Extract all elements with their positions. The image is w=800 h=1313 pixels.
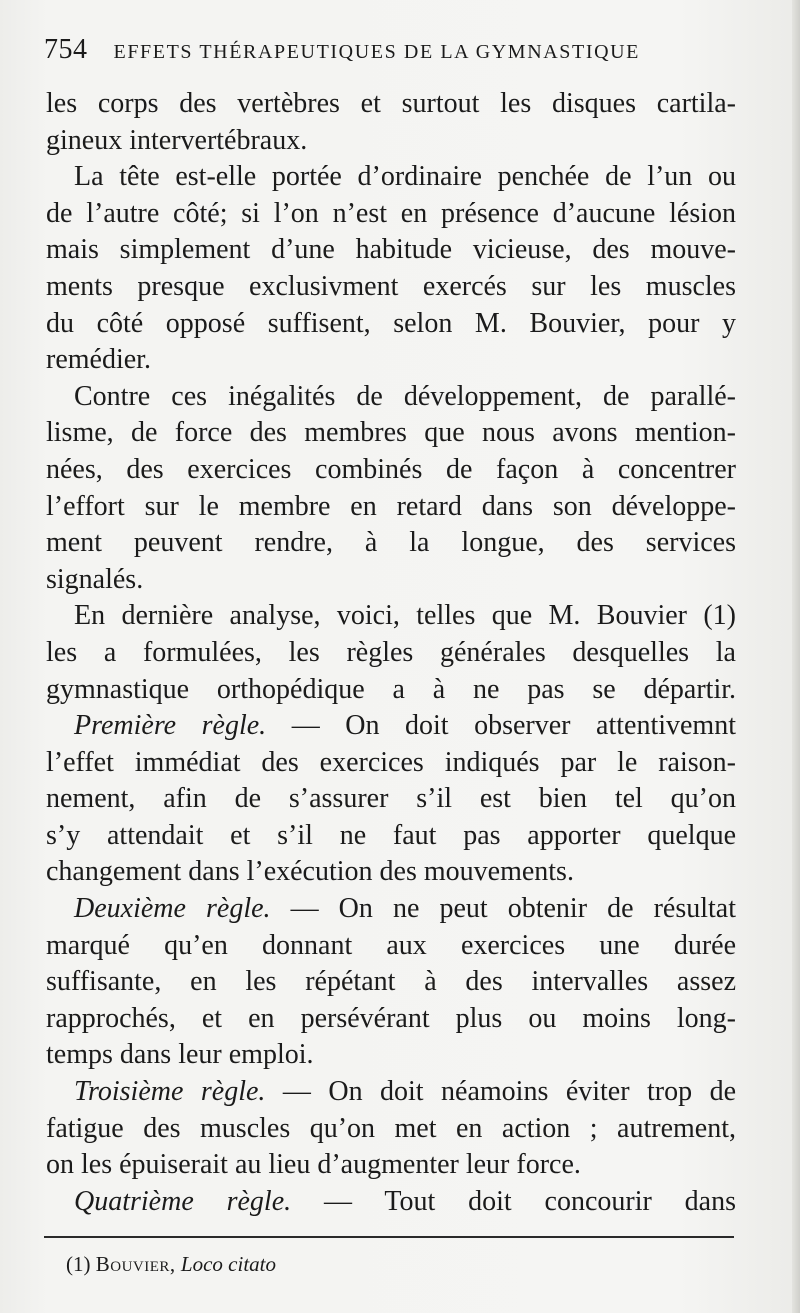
text-line: signalés. xyxy=(46,563,144,595)
text-line: du côté opposé suffisent, selon M. Bouvier, pour y xyxy=(46,307,736,339)
text-line: Contre ces inégalités de développement, de parallé- xyxy=(74,380,736,412)
text-line: remédier. xyxy=(46,344,151,376)
text-line: nement, afin de s’assurer s’il est bien tel qu’on xyxy=(46,783,736,815)
footnote-divider xyxy=(44,1236,734,1238)
text-line: fatigue des muscles qu’on met en action ; autrement, xyxy=(46,1112,736,1144)
page-edge-shadow xyxy=(792,0,800,1313)
text-line: l’effet immédiat des exercices indiqués par le raison- xyxy=(46,746,736,778)
text-line: suffisante, en les répétant à des intervalles assez xyxy=(46,966,736,998)
rule-text: — On ne peut obtenir de résultat xyxy=(270,893,736,925)
rule-label-fourth: Quatrième règle. xyxy=(74,1185,292,1217)
text-line-rule-4 xyxy=(46,1184,736,1221)
text-line: La tête est-elle portée d’ordinaire penchée de l’un ou xyxy=(74,161,736,193)
footnote-marker: (1) xyxy=(66,1252,91,1276)
rule-label-first: Première règle. xyxy=(74,710,267,742)
text-line: l’effort sur le membre en retard dans son développe- xyxy=(46,490,736,522)
rule-label-second: Deuxième règle. xyxy=(74,893,271,925)
footnote-citation: Loco citato xyxy=(180,1252,276,1276)
text-line: temps dans leur emploi. xyxy=(46,1039,314,1071)
text-line: En dernière analyse, voici, telles que M. Bouvier (1) xyxy=(74,600,736,632)
text-line-rule-3 xyxy=(46,1074,736,1111)
running-head xyxy=(44,34,734,74)
text-line: changement dans l’exécution des mouvements. xyxy=(46,856,574,888)
text-line: gymnastique orthopédique a à ne pas se départir. xyxy=(46,673,736,705)
rule-text: — On doit néamoins éviter trop de xyxy=(265,1076,737,1108)
text-line: ments presque exclusivment exercés sur les muscles xyxy=(46,270,736,302)
running-title: EFFETS THÉRAPEUTIQUES DE LA GYMNASTIQUE xyxy=(113,41,640,63)
text-line: mais simplement d’une habitude vicieuse, des mouve- xyxy=(46,234,736,266)
rule-text: — Tout doit concourir dans xyxy=(291,1185,736,1217)
text-line: marqué qu’en donnant aux exercices une durée xyxy=(46,929,736,961)
text-line: on les épuiserait au lieu d’augmenter leur force. xyxy=(46,1149,581,1181)
rule-text: — On doit observer attentivemnt xyxy=(266,710,736,742)
text-line: ment peuvent rendre, à la longue, des services xyxy=(46,527,736,559)
body-text xyxy=(46,86,736,1220)
rule-label-third: Troisième règle. xyxy=(74,1076,266,1108)
text-line-rule-1 xyxy=(46,708,736,745)
text-line: de l’autre côté; si l’on n’est en présence d’aucune lésion xyxy=(46,197,736,229)
footnote-author: Bouvier, xyxy=(95,1252,176,1276)
text-line: gineux intervertébraux. xyxy=(46,124,308,156)
footnote xyxy=(66,1252,276,1277)
text-line: lisme, de force des membres que nous avons mention- xyxy=(46,417,736,449)
page-number: 754 xyxy=(44,34,88,65)
text-line: rapprochés, et en persévérant plus ou moins long- xyxy=(46,1002,736,1034)
text-line: s’y attendait et s’il ne faut pas apporter quelque xyxy=(46,819,736,851)
text-line: nées, des exercices combinés de façon à concentrer xyxy=(46,453,736,485)
text-line: les corps des vertèbres et surtout les disques cartila- xyxy=(46,88,736,119)
text-line: les a formulées, les règles générales desquelles la xyxy=(46,636,736,668)
text-line-rule-2 xyxy=(46,891,736,928)
